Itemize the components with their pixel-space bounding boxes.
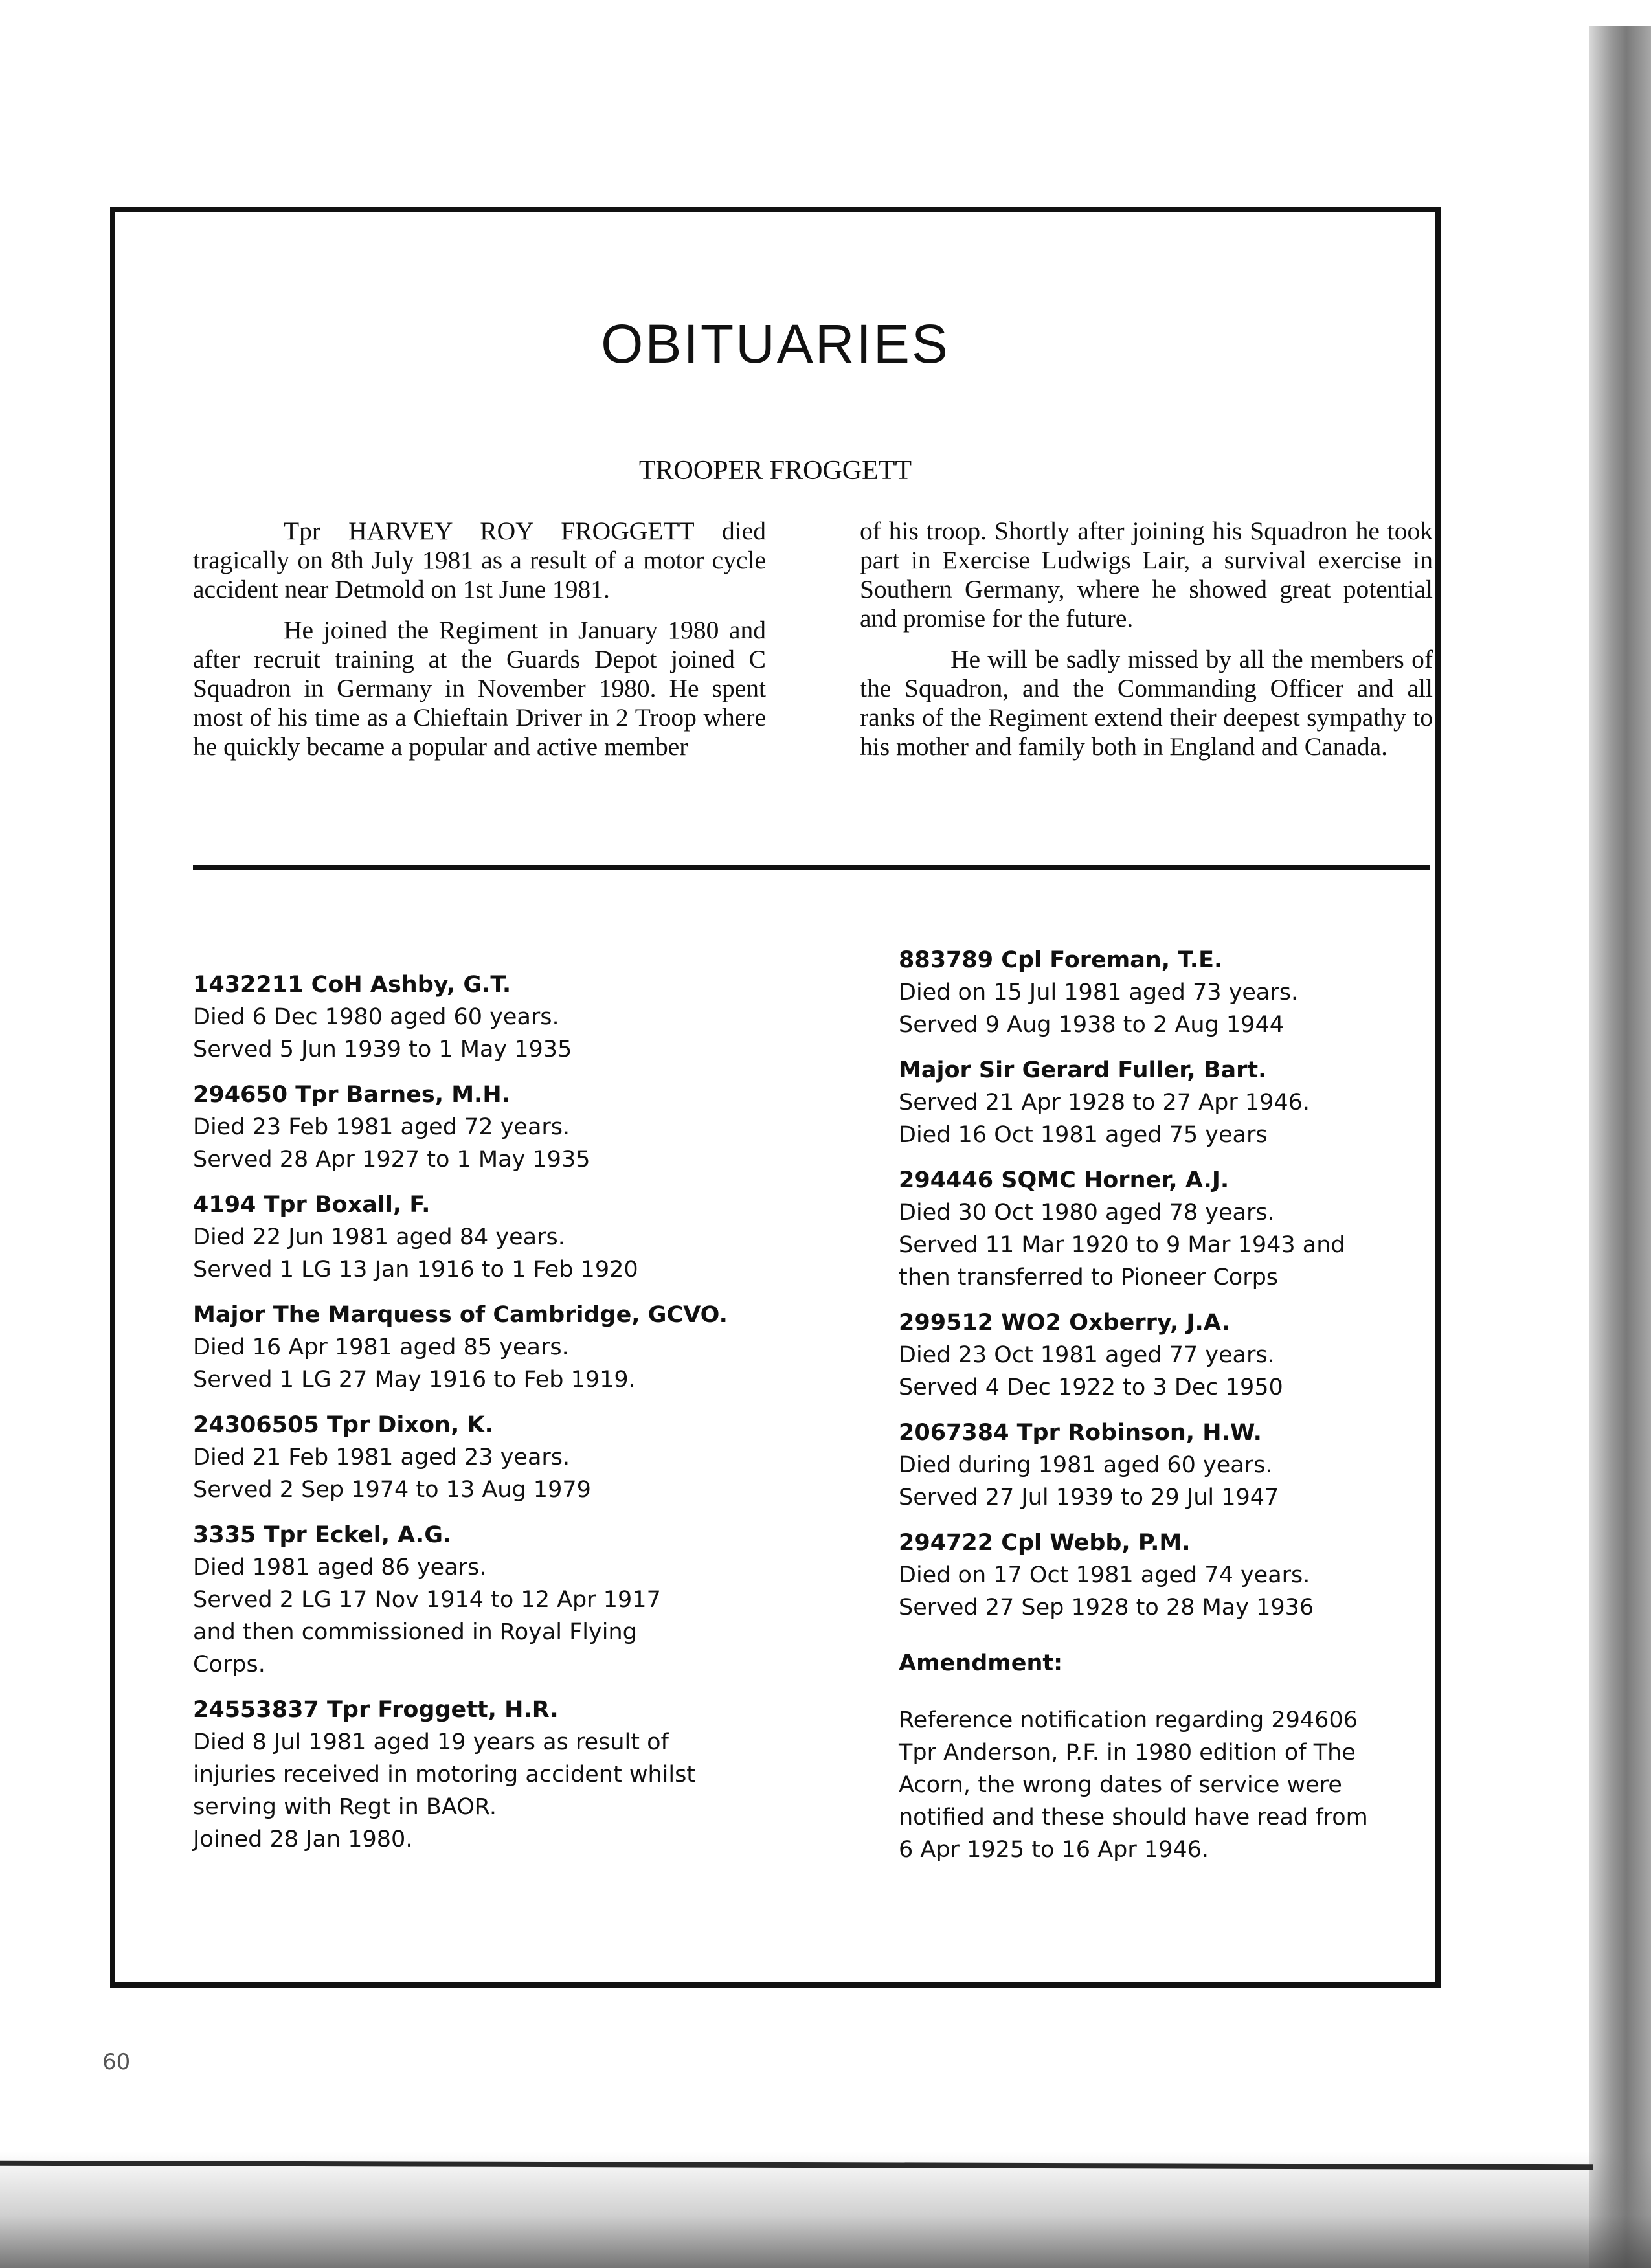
tribute-paragraph: of his troop. Shortly after joining his Squadron he took part in Exercise Ludwigs Lair, a survival exercise in Southern Germany, where he showed great potential and promise for the future.	[860, 517, 1433, 633]
obituary-entry	[899, 1164, 1468, 1294]
obituaries-frame	[110, 207, 1441, 1988]
obituary-detail: Served 2 LG 17 Nov 1914 to 12 Apr 1917	[193, 1587, 661, 1613]
section-divider	[193, 865, 1430, 870]
obituary-detail: Died 16 Apr 1981 aged 85 years.	[193, 1334, 569, 1360]
tribute-paragraph: He will be sadly missed by all the members of the Squadron, and the Commanding Officer and all ranks of the Regiment extend their deepest sympathy to his mother and family both in England and Canada.	[860, 645, 1433, 761]
obituary-detail: then transferred to Pioneer Corps	[899, 1264, 1279, 1290]
obituary-name: 294722 Cpl Webb, P.M.	[899, 1530, 1191, 1556]
obituary-detail: Died 22 Jun 1981 aged 84 years.	[193, 1224, 565, 1250]
obituary-list-left	[193, 969, 814, 1869]
page-title: OBITUARIES	[601, 313, 950, 374]
amendment-line: notified and these should have read from	[899, 1804, 1368, 1830]
obituary-detail: Served 2 Sep 1974 to 13 Aug 1979	[193, 1477, 591, 1503]
obituary-detail: Died 1981 aged 86 years.	[193, 1555, 487, 1580]
obituary-name: 294650 Tpr Barnes, M.H.	[193, 1082, 510, 1108]
obituary-detail: and then commissioned in Royal Flying	[193, 1619, 637, 1645]
obituary-entry	[193, 1409, 814, 1506]
obituary-name: Major Sir Gerard Fuller, Bart.	[899, 1057, 1267, 1083]
book-spine-shadow	[1589, 26, 1651, 2268]
obituary-detail: Served 27 Jul 1939 to 29 Jul 1947	[899, 1485, 1279, 1510]
obituary-name: 883789 Cpl Foreman, T.E.	[899, 947, 1223, 973]
obituary-name: 3335 Tpr Eckel, A.G.	[193, 1522, 452, 1548]
obituary-detail: Died on 15 Jul 1981 aged 73 years.	[899, 980, 1299, 1005]
amendment-line: 6 Apr 1925 to 16 Apr 1946.	[899, 1837, 1209, 1863]
amendment-section	[899, 1647, 1468, 1866]
obituary-entry	[193, 1079, 814, 1176]
obituary-detail: Served 1 LG 27 May 1916 to Feb 1919.	[193, 1367, 636, 1393]
obituary-entry	[193, 1519, 814, 1681]
obituary-detail: Died 30 Oct 1980 aged 78 years.	[899, 1200, 1275, 1226]
obituary-detail: serving with Regt in BAOR.	[193, 1794, 497, 1820]
amendment-title: Amendment:	[899, 1650, 1063, 1676]
obituary-detail: Served 21 Apr 1928 to 27 Apr 1946.	[899, 1090, 1310, 1116]
obituary-entry	[899, 1054, 1468, 1151]
amendment-line: Tpr Anderson, P.F. in 1980 edition of The	[899, 1740, 1356, 1766]
obituary-detail: Served 11 Mar 1920 to 9 Mar 1943 and	[899, 1232, 1345, 1258]
obituary-name: 24553837 Tpr Froggett, H.R.	[193, 1697, 559, 1723]
obituary-name: 24306505 Tpr Dixon, K.	[193, 1412, 493, 1438]
obituary-name: 1432211 CoH Ashby, G.T.	[193, 972, 511, 998]
obituary-detail: Died during 1981 aged 60 years.	[899, 1452, 1273, 1478]
page-number: 60	[102, 2049, 131, 2075]
tribute-title: TROOPER FROGGETT	[638, 456, 912, 486]
tribute-paragraph: Tpr HARVEY ROY FROGGETT died tragically on 8th July 1981 as a result of a motor cycle accident near Detmold on 1st June 1981.	[193, 517, 766, 603]
obituary-list-right	[899, 944, 1468, 1866]
obituary-entry	[193, 1299, 814, 1396]
obituary-detail: Served 5 Jun 1939 to 1 May 1935	[193, 1037, 572, 1062]
obituary-detail: Served 4 Dec 1922 to 3 Dec 1950	[899, 1375, 1283, 1400]
obituary-detail: Died 23 Feb 1981 aged 72 years.	[193, 1114, 570, 1140]
obituary-entry	[899, 944, 1468, 1041]
obituary-detail: Joined 28 Jan 1980.	[193, 1826, 413, 1852]
obituary-entry	[193, 969, 814, 1066]
obituary-detail: injuries received in motoring accident whilst	[193, 1762, 696, 1788]
obituary-name: 294446 SQMC Horner, A.J.	[899, 1167, 1230, 1193]
obituary-entry	[193, 1694, 814, 1856]
obituary-detail: Corps.	[193, 1652, 265, 1678]
tribute-paragraph: He joined the Regiment in January 1980 and after recruit training at the Guards Depot joined C Squadron in Germany in November 1980. He spent most of his time as a Chieftain Driver in 2 Troop where he quickly became a popular and active member	[193, 616, 766, 761]
obituary-name: 2067384 Tpr Robinson, H.W.	[899, 1420, 1262, 1446]
tribute-left-column	[193, 517, 766, 773]
amendment-line: Acorn, the wrong dates of service were	[899, 1772, 1342, 1798]
obituary-detail: Died 23 Oct 1981 aged 77 years.	[899, 1342, 1275, 1368]
obituary-name: 299512 WO2 Oxberry, J.A.	[899, 1310, 1230, 1336]
tribute-right-column	[860, 517, 1433, 773]
obituary-entry	[899, 1307, 1468, 1404]
amendment-text	[899, 1704, 1468, 1866]
obituary-detail: Died on 17 Oct 1981 aged 74 years.	[899, 1562, 1310, 1588]
obituary-detail: Served 28 Apr 1927 to 1 May 1935	[193, 1147, 590, 1173]
obituary-entries-right	[899, 944, 1468, 1624]
obituary-entry	[899, 1417, 1468, 1514]
amendment-line: Reference notification regarding 294606	[899, 1707, 1358, 1733]
obituary-name: 4194 Tpr Boxall, F.	[193, 1192, 431, 1218]
obituary-detail: Died 8 Jul 1981 aged 19 years as result of	[193, 1729, 669, 1755]
obituary-entry	[899, 1527, 1468, 1624]
obituary-detail: Served 9 Aug 1938 to 2 Aug 1944	[899, 1012, 1284, 1038]
obituary-detail: Died 21 Feb 1981 aged 23 years.	[193, 1444, 570, 1470]
obituary-detail: Served 27 Sep 1928 to 28 May 1936	[899, 1595, 1314, 1621]
obituary-entry	[193, 1189, 814, 1286]
obituary-detail: Died 6 Dec 1980 aged 60 years.	[193, 1004, 559, 1030]
obituary-name: Major The Marquess of Cambridge, GCVO.	[193, 1302, 728, 1328]
obituary-detail: Served 1 LG 13 Jan 1916 to 1 Feb 1920	[193, 1257, 638, 1283]
obituary-detail: Died 16 Oct 1981 aged 75 years	[899, 1122, 1268, 1148]
